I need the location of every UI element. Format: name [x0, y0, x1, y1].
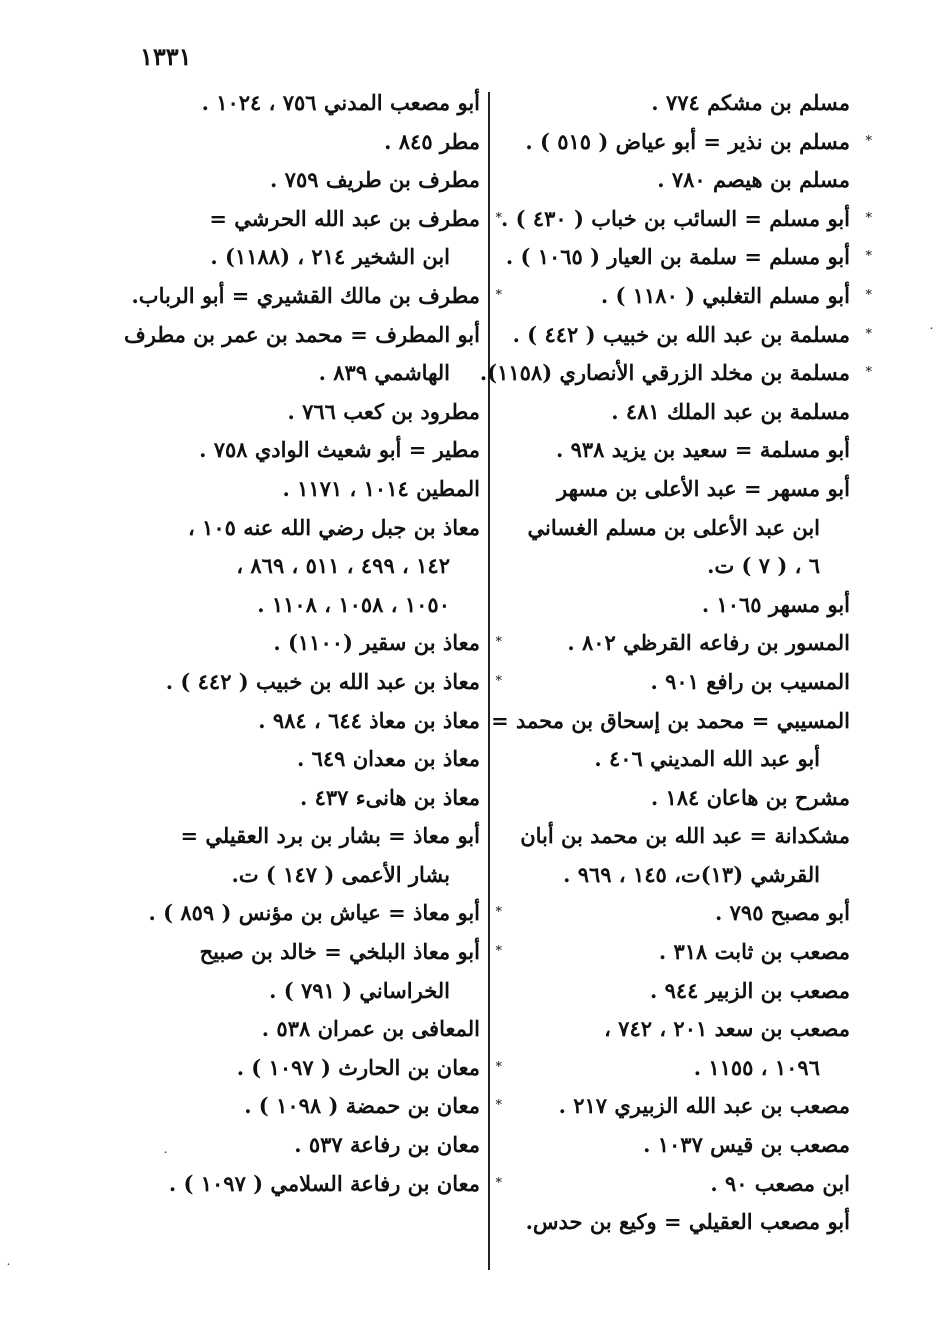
- star-marker: *: [495, 905, 502, 921]
- entry-line: أبو مسلم التغلبي ( ١١٨٠ ) .: [600, 282, 850, 308]
- index-entry: [505, 470, 850, 586]
- entry-line: المعافى بن عمران ٥٣٨ .: [261, 1016, 480, 1042]
- index-entry: [505, 316, 872, 355]
- index-entry: [505, 933, 850, 972]
- index-entry: [125, 509, 480, 625]
- entry-line: مطرف بن عبد الله الحرشي =: [209, 205, 480, 231]
- right-column: [479, 84, 872, 1242]
- index-entry: [505, 1087, 850, 1126]
- entry-line: أبو مصعب المدني ٧٥٦ ، ١٠٢٤ .: [201, 90, 480, 115]
- entry-continuation-line: الخراساني ( ٧٩١ ) .: [269, 977, 450, 1003]
- index-entry: [505, 1203, 850, 1242]
- index-entry: [125, 933, 502, 1010]
- entry-line: معان بن رفاعة ٥٣٧ .: [294, 1132, 480, 1158]
- entry-line: معاذ بن عبد الله بن خبيب ( ٤٤٢ ) .: [165, 668, 480, 694]
- entry-line: أبو معاذ البلخي = خالد بن صبيح: [199, 939, 480, 965]
- entry-line: معاذ بن معاذ ٦٤٤ ، ٩٨٤ .: [258, 707, 480, 733]
- entry-line: معان بن رفاعة السلامي ( ١٠٩٧ ) .: [168, 1170, 480, 1196]
- entry-line: المطين ١٠١٤ ، ١١٧١ .: [282, 475, 480, 501]
- index-entry: [505, 1165, 850, 1204]
- index-entry: [125, 1087, 502, 1126]
- entry-continuation-line: بشار الأعمى ( ١٤٧ ) ت.: [231, 861, 450, 887]
- star-marker: *: [495, 944, 502, 960]
- index-entry: [125, 1049, 502, 1088]
- entry-line: مصعب بن الزبير ٩٤٤ .: [649, 977, 850, 1003]
- entry-line: معاذ بن معدان ٦٤٩ .: [296, 746, 480, 772]
- entry-line: أبو مسلم = السائب بن خباب ( ٤٣٠ ) .: [500, 205, 850, 231]
- column-divider: [488, 92, 490, 1270]
- entry-line: أبو مصبح ٧٩٥ .: [715, 900, 850, 926]
- entry-line: ابن مصعب ٩٠ .: [710, 1170, 850, 1196]
- index-entry: [479, 354, 872, 393]
- entry-line: مصعب بن سعد ٢٠١ ، ٧٤٢ ،: [604, 1016, 850, 1042]
- entry-line: أبو المطرف = محمد بن عمر بن مطرف: [124, 321, 480, 347]
- index-entry: [125, 277, 502, 316]
- star-marker: *: [495, 1098, 502, 1114]
- entry-line: المسور بن رفاعه القرظي ٨٠٢ .: [567, 630, 850, 656]
- entry-continuation-line: ابن عبد الأعلى بن مسلم الغساني: [527, 514, 820, 540]
- entry-line: مسلم بن هيصم ٧٨٠ .: [657, 167, 850, 193]
- entry-line: مطرود بن كعب ٧٦٦ .: [287, 398, 480, 424]
- entry-line: أبو مسهر ١٠٦٥ .: [701, 591, 850, 617]
- entry-continuation-line: ١٤٢ ، ٤٩٩ ، ٥١١ ، ٨٦٩ ،: [236, 553, 450, 579]
- star-marker: *: [865, 365, 872, 381]
- entry-line: مسلمة بن مخلد الزرقي الأنصاري (١١٥٨).: [479, 360, 850, 386]
- index-entry: [505, 779, 850, 818]
- entry-line: أبو معاذ = عياش بن مؤنس ( ٨٥٩ ) .: [148, 900, 480, 926]
- entry-line: مطر ٨٤٥ .: [384, 128, 480, 154]
- left-column: [124, 84, 502, 1203]
- entry-line: معاذ بن سقير (١١٠٠) .: [273, 630, 480, 656]
- entry-continuation-line: ١٠٩٦ ، ١١٥٥ .: [693, 1054, 820, 1080]
- entry-line: المسيب بن رافع ٩٠١ .: [650, 668, 850, 694]
- index-entry: [125, 84, 480, 123]
- star-marker: *: [865, 249, 872, 265]
- entry-line: أبو معاذ = بشار بن برد العقيلي =: [180, 823, 480, 849]
- entry-line: معاذ بن جبل رضي الله عنه ١٠٥ ،: [187, 514, 480, 540]
- index-entry: [125, 779, 480, 818]
- star-marker: *: [495, 635, 502, 651]
- index-entry: [125, 702, 480, 741]
- star-marker: *: [865, 133, 872, 149]
- entry-line: مشرح بن هاعان ١٨٤ .: [650, 784, 850, 810]
- index-entry: [125, 123, 480, 162]
- entry-line: مطرف بن مالك القشيري = أبو الرباب.: [131, 282, 480, 308]
- star-marker: *: [495, 673, 502, 689]
- star-marker: *: [495, 210, 502, 226]
- index-entry: [125, 894, 502, 933]
- entry-line: مطرف بن طريف ٧٥٩ .: [270, 167, 480, 193]
- entry-line: مسلم بن مشكم ٧٧٤ .: [651, 90, 850, 115]
- entry-line: مسلم بن نذير = أبو عياض ( ٥١٥ ) .: [525, 128, 850, 154]
- index-entry: [505, 84, 850, 123]
- stray-mark: ˙: [162, 1150, 169, 1166]
- index-entry: [491, 702, 850, 779]
- index-entry: [500, 200, 872, 239]
- stray-mark: ˙: [5, 1262, 12, 1278]
- entry-line: معان بن الحارث ( ١٠٩٧ ) .: [236, 1054, 480, 1080]
- star-marker: *: [495, 1059, 502, 1075]
- star-marker: *: [865, 326, 872, 342]
- entry-line: مطير = أبو شعيث الوادي ٧٥٨ .: [199, 437, 480, 463]
- index-entry: [505, 161, 850, 200]
- entry-line: معاذ بن هانىء ٤٣٧ .: [299, 784, 480, 810]
- entry-line: مشكدانة = عبد الله بن محمد بن أبان: [520, 823, 850, 849]
- index-entry: [505, 1010, 850, 1087]
- entry-continuation-line: ١٠٥٠ ، ١٠٥٨ ، ١١٠٨ .: [257, 591, 450, 617]
- entry-continuation-line: الهاشمي ٨٣٩ .: [318, 360, 450, 386]
- index-entry: [125, 1126, 480, 1165]
- index-entry: [125, 624, 502, 663]
- entry-line: مسلمة بن عبد الله بن خبيب ( ٤٤٢ ) .: [512, 321, 850, 347]
- star-marker: *: [495, 1175, 502, 1191]
- index-entry: [505, 393, 850, 432]
- index-entry: [125, 1010, 480, 1049]
- index-entry: [125, 1165, 502, 1204]
- index-entry: [125, 817, 480, 894]
- index-entry: [505, 431, 850, 470]
- entry-line: مصعب بن ثابت ٣١٨ .: [658, 939, 850, 965]
- star-marker: *: [495, 287, 502, 303]
- entry-continuation-line: القرشي (١٣)ت، ١٤٥ ، ٩٦٩ .: [563, 861, 820, 887]
- stray-mark: ˙: [928, 326, 935, 342]
- index-entry: [505, 894, 850, 933]
- index-entry: [505, 277, 872, 316]
- entry-continuation-line: أبو عبد الله المديني ٤٠٦ .: [594, 746, 820, 772]
- entry-line: أبو مسلمة = سعيد بن يزيد ٩٣٨ .: [555, 437, 850, 463]
- entry-line: أبو مسلم = سلمة بن العيار ( ١٠٦٥ ) .: [505, 244, 850, 270]
- index-entry: [125, 393, 480, 432]
- entry-line: المسيبي = محمد بن إسحاق بن محمد =: [491, 707, 850, 733]
- entry-continuation-line: ٦ ، ( ٧ ) ت.: [707, 553, 820, 579]
- index-entry: [125, 740, 480, 779]
- index-entry: [125, 200, 502, 277]
- index-entry: [505, 1126, 850, 1165]
- entry-line: مصعب بن قيس ١٠٣٧ .: [643, 1132, 850, 1158]
- index-entry: [505, 663, 850, 702]
- entry-line: مصعب بن عبد الله الزبيري ٢١٧ .: [558, 1093, 850, 1119]
- index-entry: [125, 431, 480, 470]
- star-marker: *: [865, 210, 872, 226]
- index-entry: [505, 817, 850, 894]
- index-entry: [125, 470, 480, 509]
- entry-line: مسلمة بن عبد الملك ٤٨١ .: [611, 398, 850, 424]
- entry-line: معان بن حمضة ( ١٠٩٨ ) .: [244, 1093, 480, 1119]
- star-marker: *: [865, 287, 872, 303]
- index-entry: [505, 123, 872, 162]
- entry-continuation-line: ابن الشخير ٢١٤ ، (١١٨٨) .: [210, 244, 450, 270]
- index-entry: [505, 972, 850, 1011]
- index-entry: [505, 624, 850, 663]
- entry-line: أبو مسهر = عبد الأعلى بن مسهر: [556, 475, 850, 501]
- index-entry: [505, 238, 872, 277]
- index-entry: [125, 663, 502, 702]
- page-number: ١٣٣١: [140, 42, 192, 71]
- index-entry: [125, 161, 480, 200]
- index-entry: [125, 316, 480, 393]
- entry-line: أبو مصعب العقيلي = وكيع بن حدس.: [525, 1209, 850, 1235]
- index-entry: [505, 586, 850, 625]
